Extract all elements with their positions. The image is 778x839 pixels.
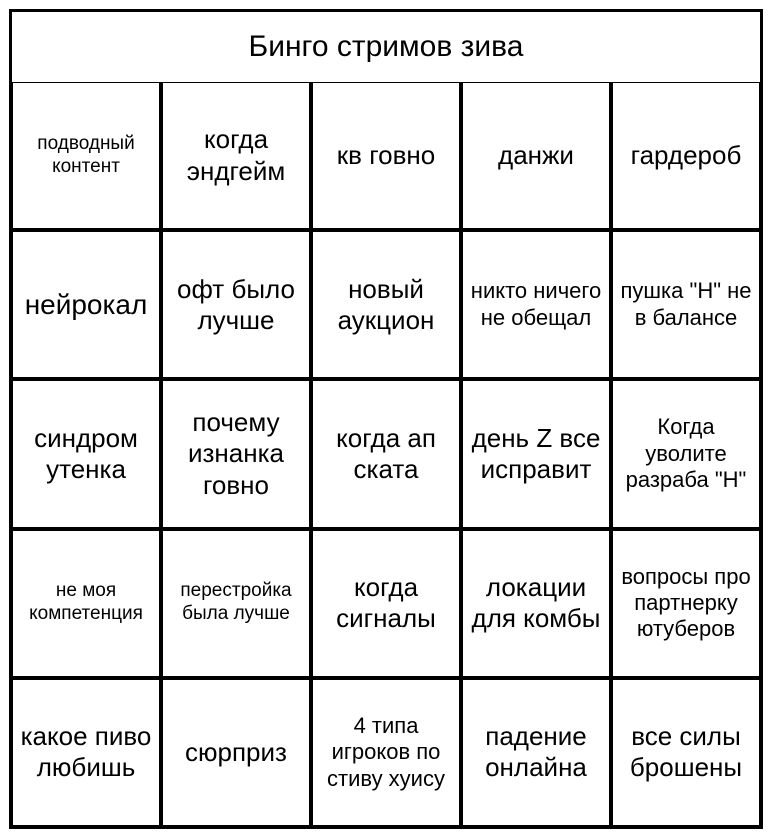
cell-text: почему изнанка говно: [187, 407, 285, 500]
cell-text: день Z все исправит: [471, 422, 601, 484]
bingo-cell: [313, 232, 459, 377]
cell-text: нейрокал: [24, 288, 148, 320]
cell-text: когда сигналы: [336, 572, 436, 634]
bingo-cell: [613, 680, 759, 825]
bingo-cell: [313, 381, 459, 526]
cell-text: подводный контент: [37, 132, 135, 177]
cell-text: не моя компетенция: [29, 580, 143, 625]
cell-text: 4 типа игроков по стиву хуису: [327, 712, 445, 791]
bingo-cell: [613, 381, 759, 526]
bingo-cell: [463, 83, 609, 228]
cell-text: синдром утенка: [34, 422, 138, 484]
bingo-cell: [613, 232, 759, 377]
cell-text: падение онлайна: [485, 721, 587, 783]
cell-text: пушка "Н" не в балансе: [620, 278, 752, 330]
cell-text: данжи: [498, 140, 574, 170]
bingo-cell: [163, 531, 309, 676]
cell-text: гардероб: [630, 140, 742, 170]
bingo-grid: [9, 79, 763, 829]
bingo-cell: [313, 83, 459, 228]
cell-text: когда ап ската: [336, 422, 436, 484]
cell-text: сюрприз: [185, 736, 287, 767]
cell-text: Когда уволите разраба "Н": [625, 414, 747, 493]
bingo-cell: [13, 232, 159, 377]
bingo-cell: [463, 381, 609, 526]
cell-text: перестройка была лучше: [180, 580, 292, 625]
bingo-cell: [463, 531, 609, 676]
bingo-cell: [463, 232, 609, 377]
bingo-cell: [313, 531, 459, 676]
bingo-cell: [13, 381, 159, 526]
bingo-board: [9, 9, 763, 829]
bingo-cell: [163, 381, 309, 526]
cell-text: новый аукцион: [337, 273, 435, 335]
bingo-cell: [313, 680, 459, 825]
bingo-cell: [613, 83, 759, 228]
bingo-cell: [463, 680, 609, 825]
bingo-cell: [163, 680, 309, 825]
board-title: Бинго стримов зива: [12, 12, 760, 82]
cell-text: все силы брошены: [629, 721, 743, 783]
cell-text: никто ничего не обещал: [470, 278, 602, 330]
cell-text: вопросы про партнерку ютуберов: [621, 563, 751, 642]
bingo-cell: [13, 680, 159, 825]
cell-text: кв говно: [336, 140, 436, 170]
cell-text: какое пиво любишь: [20, 721, 152, 783]
bingo-cell: [613, 531, 759, 676]
cell-text: локации для комбы: [471, 572, 601, 634]
cell-text: офт было лучше: [177, 273, 295, 335]
bingo-cell: [13, 531, 159, 676]
bingo-cell: [13, 83, 159, 228]
bingo-cell: [163, 83, 309, 228]
cell-text: когда эндгейм: [186, 124, 286, 186]
bingo-cell: [163, 232, 309, 377]
